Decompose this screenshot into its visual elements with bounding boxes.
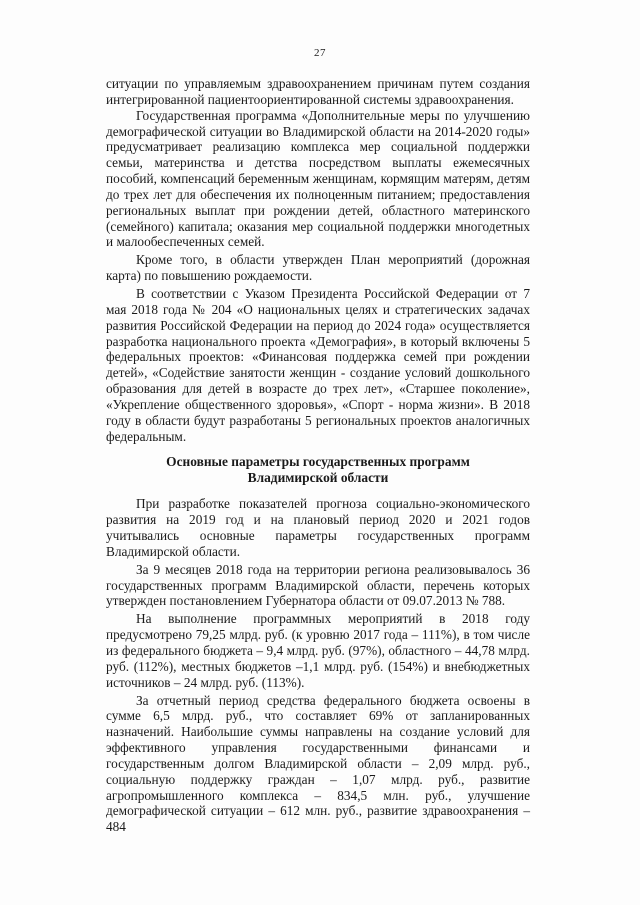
paragraph-presidential-decree: В соответствии с Указом Президента Российской Федерации от 7 мая 2018 года № 204 «О национальных целях и стратегических задачах развития Российской Федерации на период до 2024 года» осуществляется разработка национального проекта «Демография», в который включены 5 федеральных проектов: «Финансовая поддержка семей при рождении детей», «Содействие занятости женщин - создание условий дошкольного образования для детей в возрасте до трех лет», «Старшее поколение», «Укрепление общественного здоровья», «Спорт - норма жизни». В 2018 году в области будут разработаны 5 региональных проектов аналогичных федеральным. (106, 285, 530, 444)
section-heading-line-2: Владимирской области (247, 469, 389, 485)
paragraph-roadmap: Кроме того, в области утвержден План мероприятий (дорожная карта) по повышению рождаемости. (106, 252, 530, 284)
paragraph-federal-spending: За отчетный период средства федерального бюджета освоены в сумме 6,5 млрд. руб., что составляет 69% от запланированных назначений. Наибольшие суммы направлены на создание условий для эффективного управления государственными финансами и государственным долгом Владимирской области – 2,09 млрд. руб., социальную поддержку граждан – 1,07 млрд. руб., развитие агропромышленного комплекса – 834,5 млн. руб., улучшение демографической ситуации – 612 млн. руб., развитие здравоохранения – 484 (106, 692, 530, 835)
page-number: 27 (314, 47, 326, 59)
section-heading-line-1: Основные параметры государственных программ (166, 454, 470, 470)
paragraph-programs-count: За 9 месяцев 2018 года на территории региона реализовывалось 36 государственных программ Владимирской области, перечень которых утвержден постановлением Губернатора области от 09.07.2013 № 788. (106, 561, 530, 609)
paragraph-funding: На выполнение программных мероприятий в 2018 году предусмотрено 79,25 млрд. руб. (к уровню 2017 года – 111%), в том числе из федерального бюджета – 9,4 млрд. руб. (97%), областного – 44,78 млрд. руб. (112%), местных бюджетов –1,1 млрд. руб. (154%) и внебюджетных источников – 24 млрд. руб. (113%). (106, 611, 530, 690)
paragraph-forecast-parameters: При разработке показателей прогноза социально-экономического развития на 2019 год и на плановый период 2020 и 2021 годов учитывались основные параметры государственных программ Владимирской области. (106, 496, 530, 559)
section-heading (106, 454, 530, 485)
paragraph-demography-program: Государственная программа «Дополнительные меры по улучшению демографической ситуации во Владимирской области на 2014-2020 годы» предусматривает реализацию комплекса мер социальной поддержки семьи, материнства и детства посредством выплаты ежемесячных пособий, компенсаций беременным женщинам, кормящим матерям, детям до трех лет для обеспечения их полноценным питанием; предоставления региональных выплат при рождении детей, областного материнского (семейного) капитала; оказания мер социальной поддержки многодетных и малообеспеченных семей. (106, 107, 530, 250)
paragraph-continuation: ситуации по управляемым здравоохранением причинам путем создания интегрированной пациентоориентированной системы здравоохранения. (106, 76, 530, 107)
page-body (106, 76, 530, 835)
